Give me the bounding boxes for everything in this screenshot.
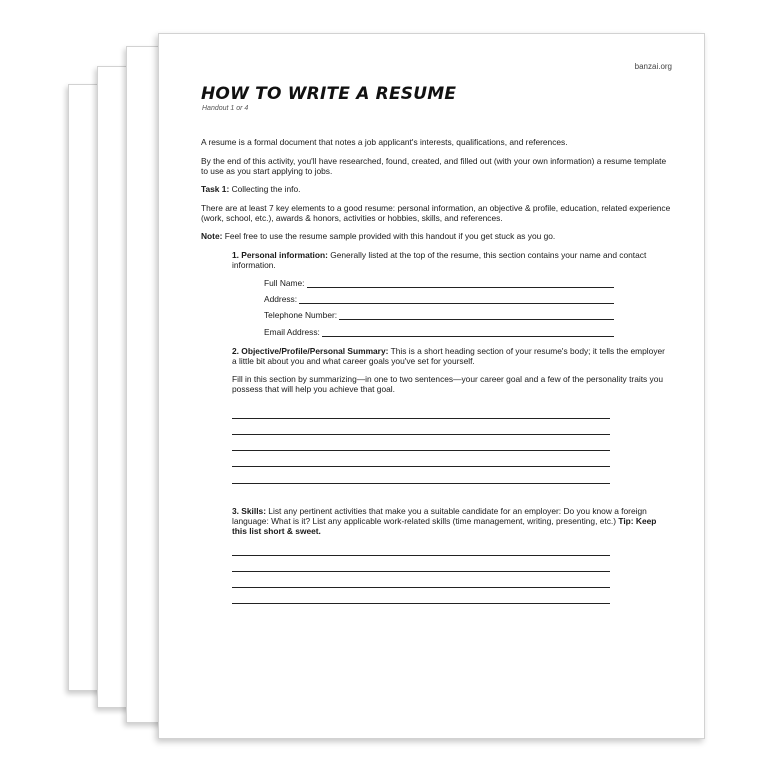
task-label: Task 1: [201,184,230,194]
objective-line[interactable] [232,403,610,419]
telephone-label: Telephone Number: [264,310,338,321]
section1-text: Generally listed at the top of the resume, this section contains your name and contact information. [232,249,647,270]
section3-text: List any pertinent activities that make you a suitable candidate for an employer: Do you know a foreign language: What is it? List any applicable work-related skills (time management, writing, presenting, etc.) [232,505,647,526]
telephone-field[interactable] [339,311,614,320]
skills-line[interactable] [232,540,610,556]
objective-line[interactable] [232,451,610,467]
section3-heading: 3. Skills: [232,505,266,516]
objective-line[interactable] [232,419,610,435]
handout-page [158,33,705,739]
skills-line[interactable] [232,556,610,572]
full-name-label: Full Name: [264,277,305,288]
objective-writing-lines [232,403,610,484]
task-heading [201,184,671,194]
section1-heading: 1. Personal information: [232,249,328,260]
section-skills [232,506,667,605]
full-name-field[interactable] [307,279,615,288]
email-field[interactable] [322,328,614,337]
skills-writing-lines [232,540,610,605]
objective-line[interactable] [232,467,610,483]
address-field[interactable] [299,295,614,304]
key-elements-paragraph: There are at least 7 key elements to a good resume: personal information, an objective & profile, education, related experience (work, school, etc.), awards & honors, activities or hobbies, skills, and references. [201,202,671,223]
objective-line[interactable] [232,435,610,451]
address-row [264,294,614,304]
section-personal-information [232,250,667,270]
site-label: banzai.org [634,62,672,71]
skills-line[interactable] [232,572,610,588]
task-text: Collecting the info. [229,184,301,194]
skills-line[interactable] [232,588,610,604]
section-objective [232,346,667,484]
note-label: Note: [201,231,223,241]
page-title: HOW TO WRITE A RESUME [201,84,457,104]
section1-description [232,250,667,270]
email-label: Email Address: [264,326,320,337]
note-text: Feel free to use the resume sample provided with this handout if you get stuck as you go. [222,231,556,241]
intro-paragraph-2: By the end of this activity, you'll have researched, found, created, and filled out (with your own information) a resume template to use as you start applying to jobs. [201,155,667,176]
intro-paragraph-1: A resume is a formal document that notes a job applicant's interests, qualifications, and references. [201,137,568,147]
page-subtitle: Handout 1 or 4 [202,105,249,112]
telephone-row [264,310,614,320]
section3-description [232,506,667,536]
address-label: Address: [264,293,298,304]
full-name-row [264,278,614,288]
section2-heading: 2. Objective/Profile/Personal Summary: [232,345,389,356]
note-paragraph [201,231,671,241]
email-row [264,327,614,337]
section2-instruction: Fill in this section by summarizing—in one to two sentences—your career goal and a few of the personality traits you possess that will help you achieve that goal. [232,373,664,394]
section2-description [232,346,667,366]
section2-text: This is a short heading section of your resume's body; it tells the employer a little bit about you and what career goals you've set for yourself. [232,345,665,366]
handout-body [201,137,671,614]
section3-tip: Tip: Keep this list short & sweet. [232,515,657,536]
